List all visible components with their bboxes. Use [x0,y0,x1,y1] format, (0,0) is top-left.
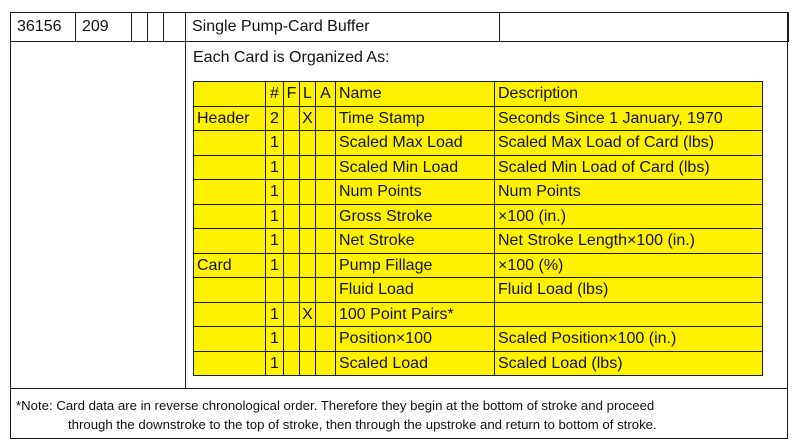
table-header-row [194,82,763,107]
register-flag-f [132,13,148,42]
register-flag-l [148,13,164,42]
cell-l [300,351,316,376]
cell-name: Net Stroke [336,229,495,254]
divider-bottom [10,388,788,389]
footnote-line-1: *Note: Card data are in reverse chronological order. Therefore they begin at the bottom of stroke and proceed [16,398,655,413]
table-row [194,351,763,376]
register-count: 209 [76,13,132,42]
cell-description [495,302,763,327]
cell-l [300,131,316,156]
cell-group [194,131,266,156]
cell-f [284,229,300,254]
col-description-header: Description [495,82,763,107]
cell-num [266,278,284,303]
cell-f [284,278,300,303]
cell-num: 1 [266,229,284,254]
cell-description: Num Points [495,180,763,205]
cell-l [300,229,316,254]
register-title: Single Pump-Card Buffer [186,13,500,42]
cell-a [316,351,336,376]
cell-f [284,253,300,278]
card-structure-table [193,81,763,376]
col-a-header: A [316,82,336,107]
register-flag-a [164,13,186,42]
cell-num: 1 [266,180,284,205]
cell-description: Scaled Position×100 (in.) [495,327,763,352]
cell-name: Pump Fillage [336,253,495,278]
cell-l [300,327,316,352]
cell-l: X [300,106,316,131]
cell-a [316,180,336,205]
cell-a [316,204,336,229]
cell-group [194,155,266,180]
cell-group [194,351,266,376]
col-group-header [194,82,266,107]
cell-f [284,106,300,131]
cell-l [300,180,316,205]
cell-description: Fluid Load (lbs) [495,278,763,303]
cell-l [300,155,316,180]
divider-left [185,41,186,389]
cell-num: 1 [266,204,284,229]
cell-l: X [300,302,316,327]
cell-description: ×100 (%) [495,253,763,278]
cell-group [194,180,266,205]
register-id: 36156 [11,13,76,42]
cell-name: 100 Point Pairs* [336,302,495,327]
cell-num: 1 [266,327,284,352]
cell-name: Fluid Load [336,278,495,303]
cell-group: Card [194,253,266,278]
register-header-row [10,12,789,42]
cell-description: Scaled Min Load of Card (lbs) [495,155,763,180]
col-name-header: Name [336,82,495,107]
table-row [194,180,763,205]
cell-l [300,278,316,303]
cell-group [194,302,266,327]
table-row [194,327,763,352]
cell-name: Scaled Min Load [336,155,495,180]
cell-num: 1 [266,131,284,156]
cell-num: 2 [266,106,284,131]
cell-group: Header [194,106,266,131]
table-row [194,278,763,303]
cell-name: Scaled Max Load [336,131,495,156]
cell-f [284,302,300,327]
cell-description: Net Stroke Length×100 (in.) [495,229,763,254]
cell-a [316,131,336,156]
cell-l [300,253,316,278]
cell-description: Scaled Load (lbs) [495,351,763,376]
register-extra [500,13,789,42]
cell-a [316,106,336,131]
cell-a [316,302,336,327]
cell-name: Position×100 [336,327,495,352]
cell-description: Seconds Since 1 January, 1970 [495,106,763,131]
cell-a [316,278,336,303]
cell-num: 1 [266,351,284,376]
organized-label: Each Card is Organized As: [193,49,390,66]
cell-f [284,204,300,229]
cell-a [316,253,336,278]
cell-name: Num Points [336,180,495,205]
col-f-header: F [284,82,300,107]
cell-group [194,204,266,229]
cell-f [284,180,300,205]
cell-name: Scaled Load [336,351,495,376]
cell-group [194,229,266,254]
cell-name: Gross Stroke [336,204,495,229]
cell-group [194,327,266,352]
cell-description: Scaled Max Load of Card (lbs) [495,131,763,156]
footnote-line-2: through the downstroke to the top of stroke, then through the upstroke and return to bottom of stroke. [68,417,657,432]
col-l-header: L [300,82,316,107]
cell-name: Time Stamp [336,106,495,131]
table-row [194,302,763,327]
cell-a [316,155,336,180]
cell-num: 1 [266,302,284,327]
cell-l [300,204,316,229]
cell-group [194,278,266,303]
cell-f [284,155,300,180]
table-row [194,229,763,254]
table-row [194,204,763,229]
table-row [194,131,763,156]
cell-description: ×100 (in.) [495,204,763,229]
cell-a [316,327,336,352]
cell-num: 1 [266,253,284,278]
footnote [16,396,786,434]
col-num-header: # [266,82,284,107]
cell-a [316,229,336,254]
cell-f [284,327,300,352]
table-row [194,155,763,180]
cell-f [284,131,300,156]
cell-f [284,351,300,376]
table-row [194,253,763,278]
table-row [194,106,763,131]
cell-num: 1 [266,155,284,180]
